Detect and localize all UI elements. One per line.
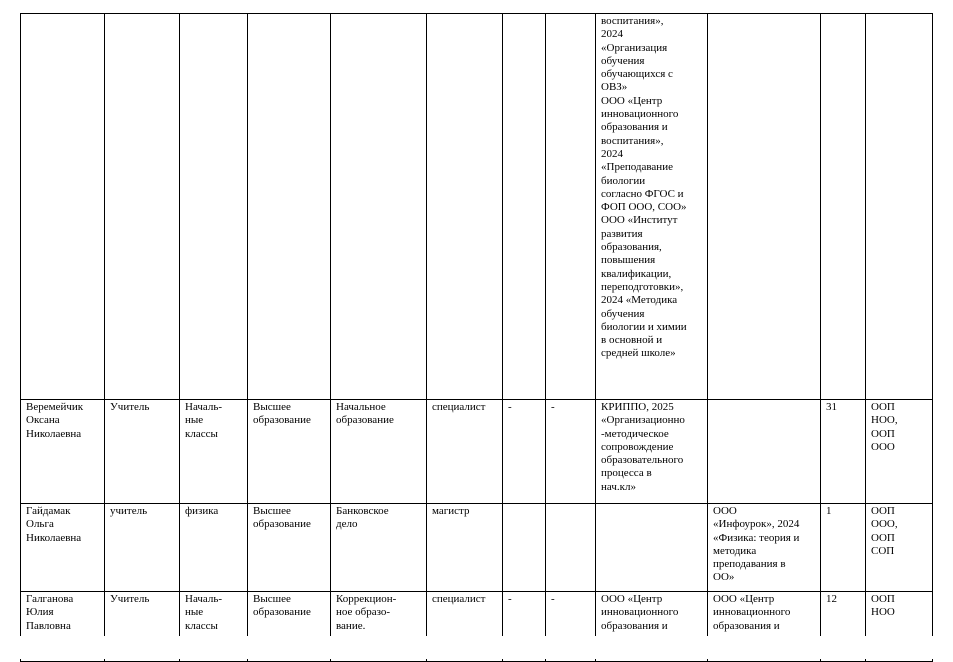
cell-qualification — [427, 400, 503, 504]
cell-position — [105, 14, 180, 400]
cell-line: ООО «Центр — [713, 593, 775, 605]
cell-name — [21, 14, 105, 400]
cell-line: Николаевна — [26, 427, 82, 440]
cell-line: образование — [253, 518, 311, 531]
cell-line: Учитель — [110, 593, 150, 605]
cell-line: ООП — [871, 531, 895, 544]
cell-line: 2024 — [601, 147, 623, 160]
cell-line: Начальное — [336, 401, 386, 413]
cell-specialty — [331, 14, 427, 400]
cell-education — [248, 400, 331, 504]
cell-line: образования, — [601, 241, 662, 254]
cell-education — [248, 504, 331, 592]
cell-line: ООО «Центр — [601, 94, 663, 107]
cell-line: обучающихся с — [601, 68, 673, 81]
cell-line: средней школе» — [601, 347, 676, 360]
cell-line: ООО, — [871, 518, 898, 531]
cell-name — [21, 400, 105, 504]
cell-line: «Физика: теория и — [713, 531, 800, 544]
cell-line: СОП — [871, 544, 895, 557]
cell-line: «Организационно — [601, 414, 685, 427]
cell-line: воспитания», — [601, 134, 664, 147]
cell-line: Учитель — [110, 401, 150, 413]
cell-subject — [180, 400, 248, 504]
cell-line: физика — [185, 505, 219, 517]
cell-line: КРИППО, 2025 — [601, 401, 674, 413]
cell-line: Высшее — [253, 505, 291, 517]
cell-retraining — [708, 504, 821, 592]
table-row — [21, 504, 933, 592]
cell-subject — [180, 504, 248, 592]
cell-line: «Инфоурок», 2024 — [713, 518, 800, 531]
cell-line: - — [508, 401, 512, 413]
cell-line: -методическое — [601, 427, 669, 440]
cell-line: Николаевна — [26, 531, 82, 544]
cell-line: учитель — [110, 505, 148, 517]
cell-experience — [821, 504, 866, 592]
cell-line: 31 — [826, 401, 837, 413]
cell-line: дело — [336, 518, 358, 531]
table-row-continuation — [21, 14, 933, 400]
cell-line: магистр — [432, 505, 470, 517]
cell-line: Высшее — [253, 401, 291, 413]
cell-line: 2024 «Методика — [601, 294, 678, 307]
staff-table — [20, 13, 933, 662]
cell-line: повышения — [601, 254, 656, 267]
cell-title — [546, 14, 596, 400]
cell-programs — [866, 504, 933, 592]
cell-specialty — [331, 504, 427, 592]
cell-position — [105, 504, 180, 592]
cell-degree — [503, 400, 546, 504]
cell-line: переподготовки», — [601, 280, 684, 293]
cell-line: классы — [185, 427, 218, 440]
cell-line: процесса в — [601, 467, 652, 480]
cell-education — [248, 14, 331, 400]
cell-line: биологии — [601, 174, 646, 187]
cell-experience — [821, 14, 866, 400]
cell-experience — [821, 400, 866, 504]
cell-specialty — [331, 400, 427, 504]
cell-line: Павловна — [26, 619, 71, 632]
cell-line: в основной и — [601, 334, 663, 347]
cell-line: Коррекцион- — [336, 593, 397, 605]
cell-line: вание. — [336, 619, 366, 632]
cell-line: Началь- — [185, 401, 223, 413]
cell-line: ФОП ООО, СОО» — [601, 201, 687, 214]
cell-line: 12 — [826, 593, 837, 605]
cell-line: 2024 — [601, 28, 623, 41]
cell-line: 1 — [826, 505, 832, 517]
cell-line: ООО — [871, 440, 895, 453]
cell-line: Гайдамак — [26, 505, 71, 517]
cell-line: Оксана — [26, 414, 60, 427]
cell-courses — [596, 14, 708, 400]
cell-line: Банковское — [336, 505, 389, 517]
cell-line: ные — [185, 414, 204, 427]
cell-line: специалист — [432, 593, 486, 605]
cell-retraining — [708, 400, 821, 504]
cell-retraining — [708, 14, 821, 400]
cell-qualification — [427, 14, 503, 400]
cell-line: Галганова — [26, 593, 74, 605]
cell-line: НОО — [871, 606, 895, 619]
cell-line: преподавания в — [713, 558, 786, 571]
cell-line: ООП — [871, 505, 895, 517]
cell-line: ОВЗ» — [601, 81, 628, 94]
cell-name — [21, 504, 105, 592]
cell-line: классы — [185, 619, 218, 632]
staff-table-body — [21, 14, 933, 662]
cell-line: Юлия — [26, 606, 54, 619]
cell-line: образования и — [601, 121, 668, 134]
cell-line: Веремейчик — [26, 401, 84, 413]
cell-programs — [866, 400, 933, 504]
cell-programs — [866, 14, 933, 400]
cell-line: ООО «Центр — [601, 593, 663, 605]
cell-line: ООП — [871, 427, 895, 440]
cell-line: Началь- — [185, 593, 223, 605]
cell-line: обучения — [601, 54, 645, 67]
cell-line: образования и — [713, 619, 780, 632]
cell-line: образование — [253, 414, 311, 427]
table-row — [21, 400, 933, 504]
cell-line: Ольга — [26, 518, 54, 531]
cell-line: воспитания», — [601, 15, 664, 27]
cell-line: ООО «Институт — [601, 214, 678, 227]
cell-degree — [503, 504, 546, 592]
cell-line: ООП — [871, 593, 895, 605]
cell-line: биологии и химии — [601, 320, 687, 333]
cell-subject — [180, 14, 248, 400]
cell-line: «Организация — [601, 41, 668, 54]
cell-line: методика — [713, 544, 757, 557]
cell-line: ные — [185, 606, 204, 619]
cell-line: образование — [253, 606, 311, 619]
cell-line: НОО, — [871, 414, 898, 427]
cell-position — [105, 400, 180, 504]
cell-qualification — [427, 504, 503, 592]
cell-courses — [596, 504, 708, 592]
cell-courses — [596, 400, 708, 504]
cell-line: инновационного — [601, 108, 679, 121]
cell-line: ООО — [713, 505, 737, 517]
cell-line: инновационного — [601, 606, 679, 619]
cell-line: «Преподавание — [601, 161, 673, 174]
cell-line: образование — [336, 414, 394, 427]
cell-line: обучения — [601, 307, 645, 320]
cell-title — [546, 400, 596, 504]
cell-line: - — [508, 593, 512, 605]
cell-line: Высшее — [253, 593, 291, 605]
cell-title — [546, 504, 596, 592]
cell-line: ОО» — [713, 571, 735, 584]
cell-line: образовательного — [601, 454, 684, 467]
cell-line: квалификации, — [601, 267, 672, 280]
cell-line: инновационного — [713, 606, 791, 619]
cell-line: согласно ФГОС и — [601, 187, 684, 200]
cell-line: сопровождение — [601, 440, 674, 453]
page-cut-off — [0, 636, 953, 659]
cell-line: ное образо- — [336, 606, 391, 619]
cell-line: специалист — [432, 401, 486, 413]
cell-degree — [503, 14, 546, 400]
cell-line: ООП — [871, 401, 895, 413]
cell-line: образования и — [601, 619, 668, 632]
cell-line: нач.кл» — [601, 480, 636, 493]
cell-line: - — [551, 593, 555, 605]
cell-line: развития — [601, 227, 643, 240]
cell-line: - — [551, 401, 555, 413]
